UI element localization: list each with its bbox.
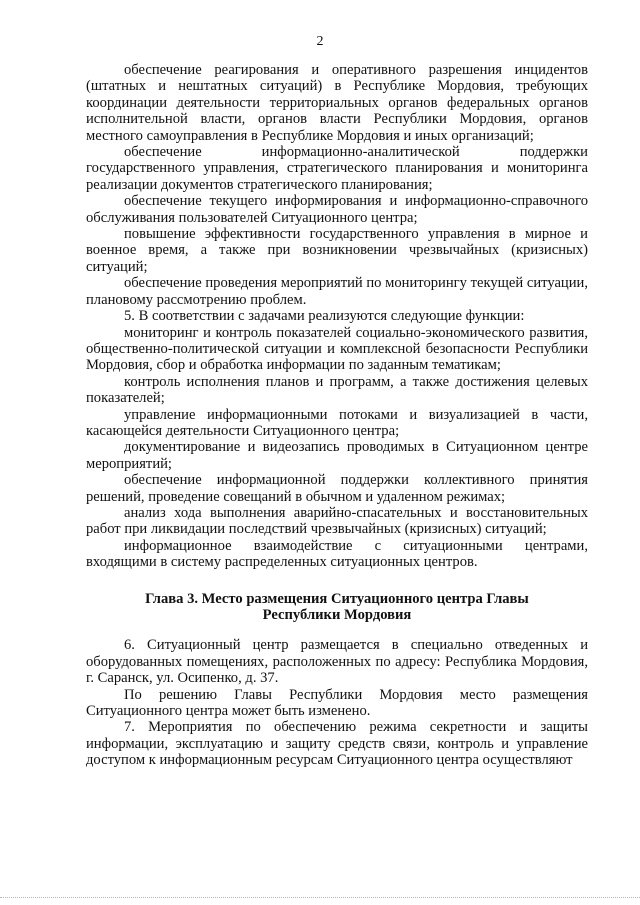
paragraph: 5. В соответствии с задачами реализуются следующие функции: <box>124 308 525 325</box>
chapter-heading-line: Глава 3. Место размещения Ситуационного центра Главы <box>145 590 529 607</box>
paragraph: обеспечение текущего информирования и информационно-справочного обслуживания пользователей Ситуационного центра; <box>86 193 588 226</box>
paragraph: 6. Ситуационный центр размещается в специально отведенных и оборудованных помещениях, расположенных по адресу: Республика Мордовия, г. Саранск, ул. Осипенко, д. 37. <box>86 637 588 687</box>
paragraph: управление информационными потоками и визуализацией в части, касающейся деятельности Ситуационного центра; <box>86 406 588 439</box>
paragraph: обеспечение проведения мероприятий по мониторингу текущей ситуации, плановому рассмотрению проблем. <box>86 275 588 308</box>
chapter-heading <box>86 591 588 624</box>
page-number: 2 <box>316 34 324 49</box>
paragraph: обеспечение информационно-аналитической поддержки государственного управления, стратегического планирования и мониторинга реализации документов стратегического планирования; <box>86 144 588 193</box>
document-body <box>86 62 588 769</box>
paragraph: обеспечение информационной поддержки коллективного принятия решений, проведение совещаний в обычном и удаленном режимах; <box>86 472 588 505</box>
paragraph: информационное взаимодействие с ситуационными центрами, входящими в систему распределенных ситуационных центров. <box>86 537 588 571</box>
paragraph: контроль исполнения планов и программ, а также достижения целевых показателей; <box>86 373 588 407</box>
paragraph: повышение эффективности государственного управления в мирное и военное время, а также при возникновении чрезвычайных (кризисных) ситуаций; <box>86 226 588 275</box>
paragraph: анализ хода выполнения аварийно-спасательных и восстановительных работ при ликвидации последствий чрезвычайных (кризисных) ситуаций; <box>86 504 588 538</box>
chapter-heading-line: Республики Мордовия <box>262 607 412 623</box>
scan-edge-line <box>0 897 640 899</box>
paragraph: документирование и видеозапись проводимых в Ситуационном центре мероприятий; <box>86 439 588 472</box>
paragraph: По решению Главы Республики Мордовия место размещения Ситуационного центра может быть изменено. <box>86 686 588 720</box>
paragraph: обеспечение реагирования и оперативного разрешения инцидентов (штатных и нештатных ситуаций) в Республике Мордовия, требующих координации деятельности территориальных органов федеральных органов исполнительной власти, органов власти Республики Мордовия, органов местного самоуправления в Республике Мордовия и иных организаций; <box>86 62 588 144</box>
paragraph: мониторинг и контроль показателей социально-экономического развития, общественно-политической ситуации и комплексной безопасности Республики Мордовия, сбор и обработка информации по заданным тематикам; <box>86 324 588 374</box>
paragraph: 7. Мероприятия по обеспечению режима секретности и защиты информации, эксплуатацию и защиту средств связи, контроль и управление доступом к информационным ресурсам Ситуационного центра осуществляют <box>86 719 588 769</box>
